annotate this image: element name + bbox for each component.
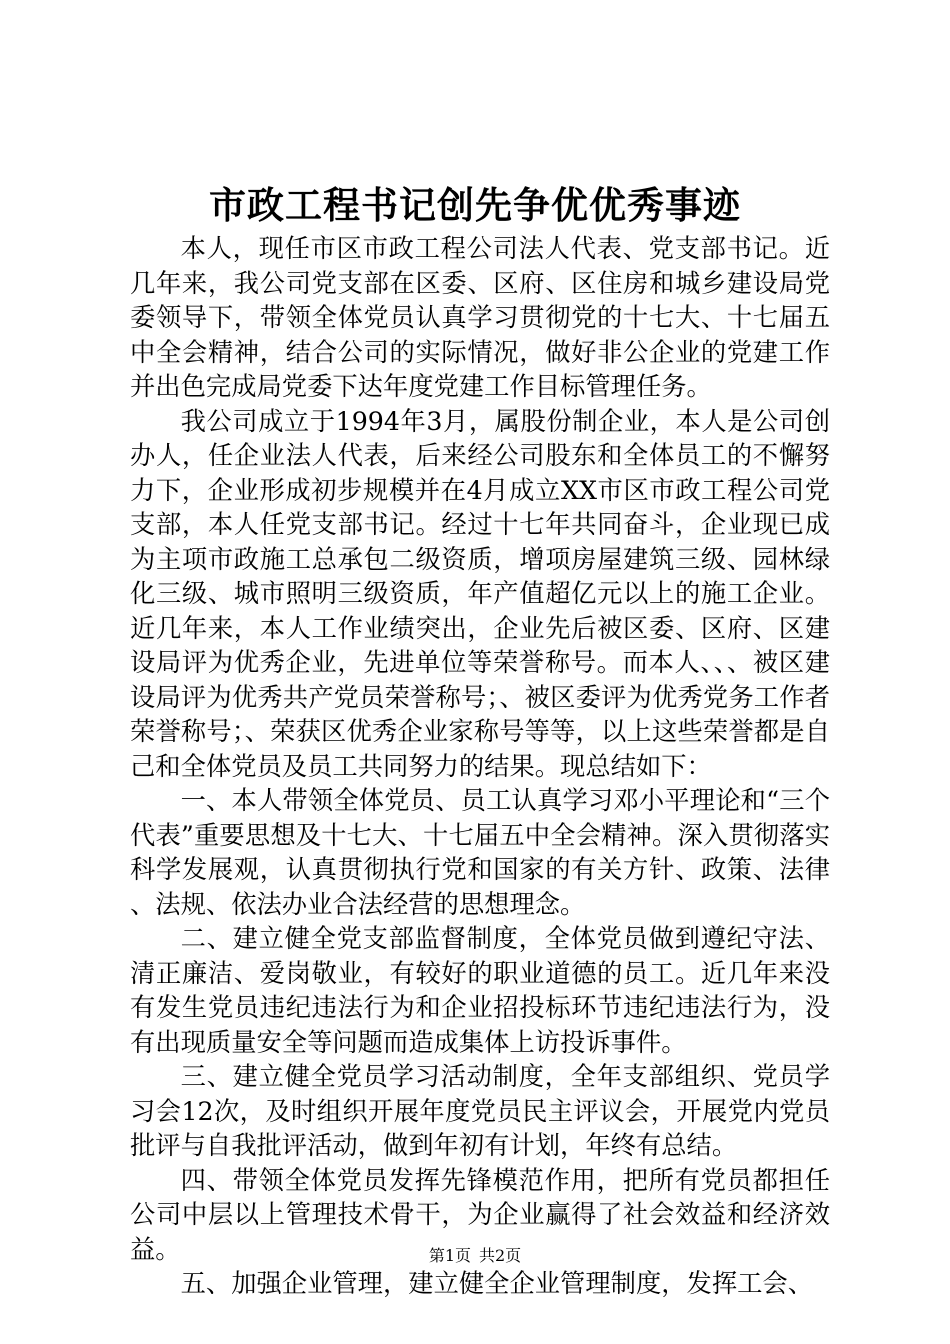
paragraph-6: 四、带领全体党员发挥先锋模范作用，把所有党员都担任公司中层以上管理技术骨干，为企业赢得了社会效益和经济效益。 — [130, 1165, 830, 1264]
paragraph-5: 三、建立健全党员学习活动制度，全年支部组织、党员学习会12次，及时组织开展年度党员民主评议会，开展党内党员批评与自我批评活动，做到年初有计划，年终有总结。 — [130, 1062, 830, 1160]
page-footer — [0, 1245, 950, 1267]
paragraph-3: 一、本人带领全体党员、员工认真学习邓小平理论和“三个代表”重要思想及十七大、十七届五中全会精神。深入贯彻落实科学发展观，认真贯彻执行党和国家的有关方针、政策、法律、法规、依法办业合法经营的思想理念。 — [130, 786, 830, 919]
paragraph-7: 五、加强企业管理，建立健全企业管理制度，发挥工会、 — [180, 1269, 814, 1298]
document-title: 市政工程书记创先争优优秀事迹 — [209, 183, 741, 227]
document-body — [130, 232, 830, 1302]
page-total: 共2页 — [479, 1246, 522, 1265]
paragraph-4: 二、建立健全党支部监督制度，全体党员做到遵纪守法、清正廉洁、爱岗敬业，有较好的职业道德的员工。近几年来没有发生党员违纪违法行为和企业招投标环节违纪违法行为，没有出现质量安全等问题而造成集体上访投诉事件。 — [130, 924, 830, 1057]
paragraph-1: 本人，现任市区市政工程公司法人代表、党支部书记。近几年来，我公司党支部在区委、区府、区住房和城乡建设局党委领导下，带领全体党员认真学习贯彻党的十七大、十七届五中全会精神，结合公司的实际情况，做好非公企业的党建工作并出色完成局党委下达年度党建工作目标管理任务。 — [130, 234, 830, 401]
paragraph-2: 我公司成立于1994年3月，属股份制企业，本人是公司创办人，任企业法人代表，后来经公司股东和全体员工的不懈努力下，企业形成初步规模并在4月成立XX市区市政工程公司党支部，本人任党支部书记。经过十七年共同奋斗，企业现已成为主项市政施工总承包二级资质，增项房屋建筑三级、园林绿化三级、城市照明三级资质，年产值超亿元以上的施工企业。近几年来，本人工作业绩突出，企业先后被区委、区府、区建设局评为优秀企业，先进单位等荣誉称号。而本人、、、被区建设局评为优秀共产党员荣誉称号；、被区委评为优秀党务工作者荣誉称号；、荣获区优秀企业家称号等等，以上这些荣誉都是自己和全体党员及员工共同努力的结果。现总结如下： — [130, 406, 830, 781]
page-number: 第1页 — [428, 1246, 471, 1265]
